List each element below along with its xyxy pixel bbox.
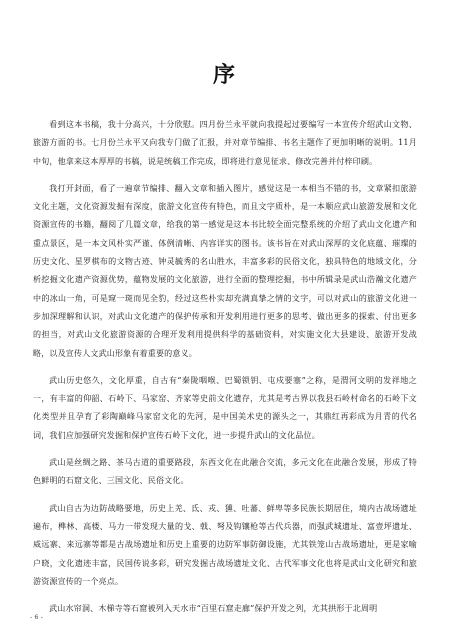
page-number: - 6 -: [30, 613, 43, 621]
paragraph: 看到这本书稿，我十分高兴，十分欣慰。四月份兰永平就向我提起过要编写一本宣传介绍武山文物、旅游方面的书。七月份兰永平又向我专门做了汇报，并对章节编排、书名主题作了更加明晰的说明。11月中旬，他拿来这本厚厚的书稿，说是统稿工作完成，即将进行意见征求、修改完善并付梓印刷。: [33, 120, 417, 166]
paragraph: 武山历史悠久，文化厚重，自古有“秦陇咽喉、巴蜀锁钥、屯戍要塞”之称，是渭河文明的发祥地之一，有丰富的仰韶、石岭下、马家窑、齐家等史前文化遗存，尤其是考古界以我县石岭村命名的石岭下文化类型并且孕育了彩陶巅峰马家窑文化的先河，是中国美术史的源头之一，其鼎红再彩成为月青的代名词，我们应加强研究发掘和保护宣传石岭下文化，进一步提升武山的文化品位。: [33, 375, 417, 440]
page-title: 序: [212, 62, 237, 88]
paragraph: 武山自古为边防战略要地，历史上羌、氐、戎、獯、吐蕃、鲜卑等多民族长期居住，境内古战场遗址遍布，榫林、高楼、马力一带发现大量的戈、戟、弩及钩镶枪等古代兵器，而强武城遗址、富壹坪遗址、威远寨、来远寨等都是古战场遗址和历史上重要的边防军事防御设施，尤其铁笼山古战场遗址，更是家喻户晓，文化遗迹丰富，民国传说多彩，研究发掘古战场遗址文化、古代军事文化也将是武山文化研究和旅游资源宣传的一个亮点。: [33, 503, 417, 586]
paragraph: 武山是丝绸之路、茶马古道的重要路段，东西文化在此融合交流，多元文化在此融合发展，形成了特色鲜明的石窟文化、三国文化、民俗文化。: [33, 458, 417, 486]
paragraph: 我打开封面，看了一遍章节编排、翻入文章和插入图片，感觉这是一本相当不错的书，文章紧扣旅游文化主题，文化资源发掘有深度，旅游文化宣传有特色，而且文字质朴，是一本顺应武山旅游发展和文化资源宣传的书籍，翻阅了几篇文章，给我的第一感觉是这本书比较全面完整系统的介绍了武山文化遗产和重点景区，是一本文风朴实严谨、体例清晰、内容详实的图书。该书旨在对武山深厚的文化底蕴、璀璨的历史文化、星罗棋布的文物古迹、钟灵毓秀的名山胜水，丰富多彩的民俗文化，独具特色的地域文化，分析挖掘文化遗产资源优势，蕴物发展的文化旅游，进行全面的整理挖掘，书中所辑录是武山浩瀚文化遗产中的冰山一角，可是窥一斑而见全豹，经过这些朴实却充满真挚之情的文字，可以对武山的旅游文化进一步加深理解和认识，对武山文化遗产的保护传承和开发利用进行更多的思考、做出更多的探索、付出更多的担当，对武山文化旅游资源的合理开发利用提供科学的基础资料，对实施文化大县建设、旅游开发战略，以及宣传人文武山形象有着重要的意义。: [33, 183, 417, 358]
document-body: [33, 116, 417, 627]
paragraph: 武山水帘洞、木梯寺等石窟被列入天水市“百里石窟走廊”保护开发之列，尤其拱形于北周明: [49, 604, 378, 614]
